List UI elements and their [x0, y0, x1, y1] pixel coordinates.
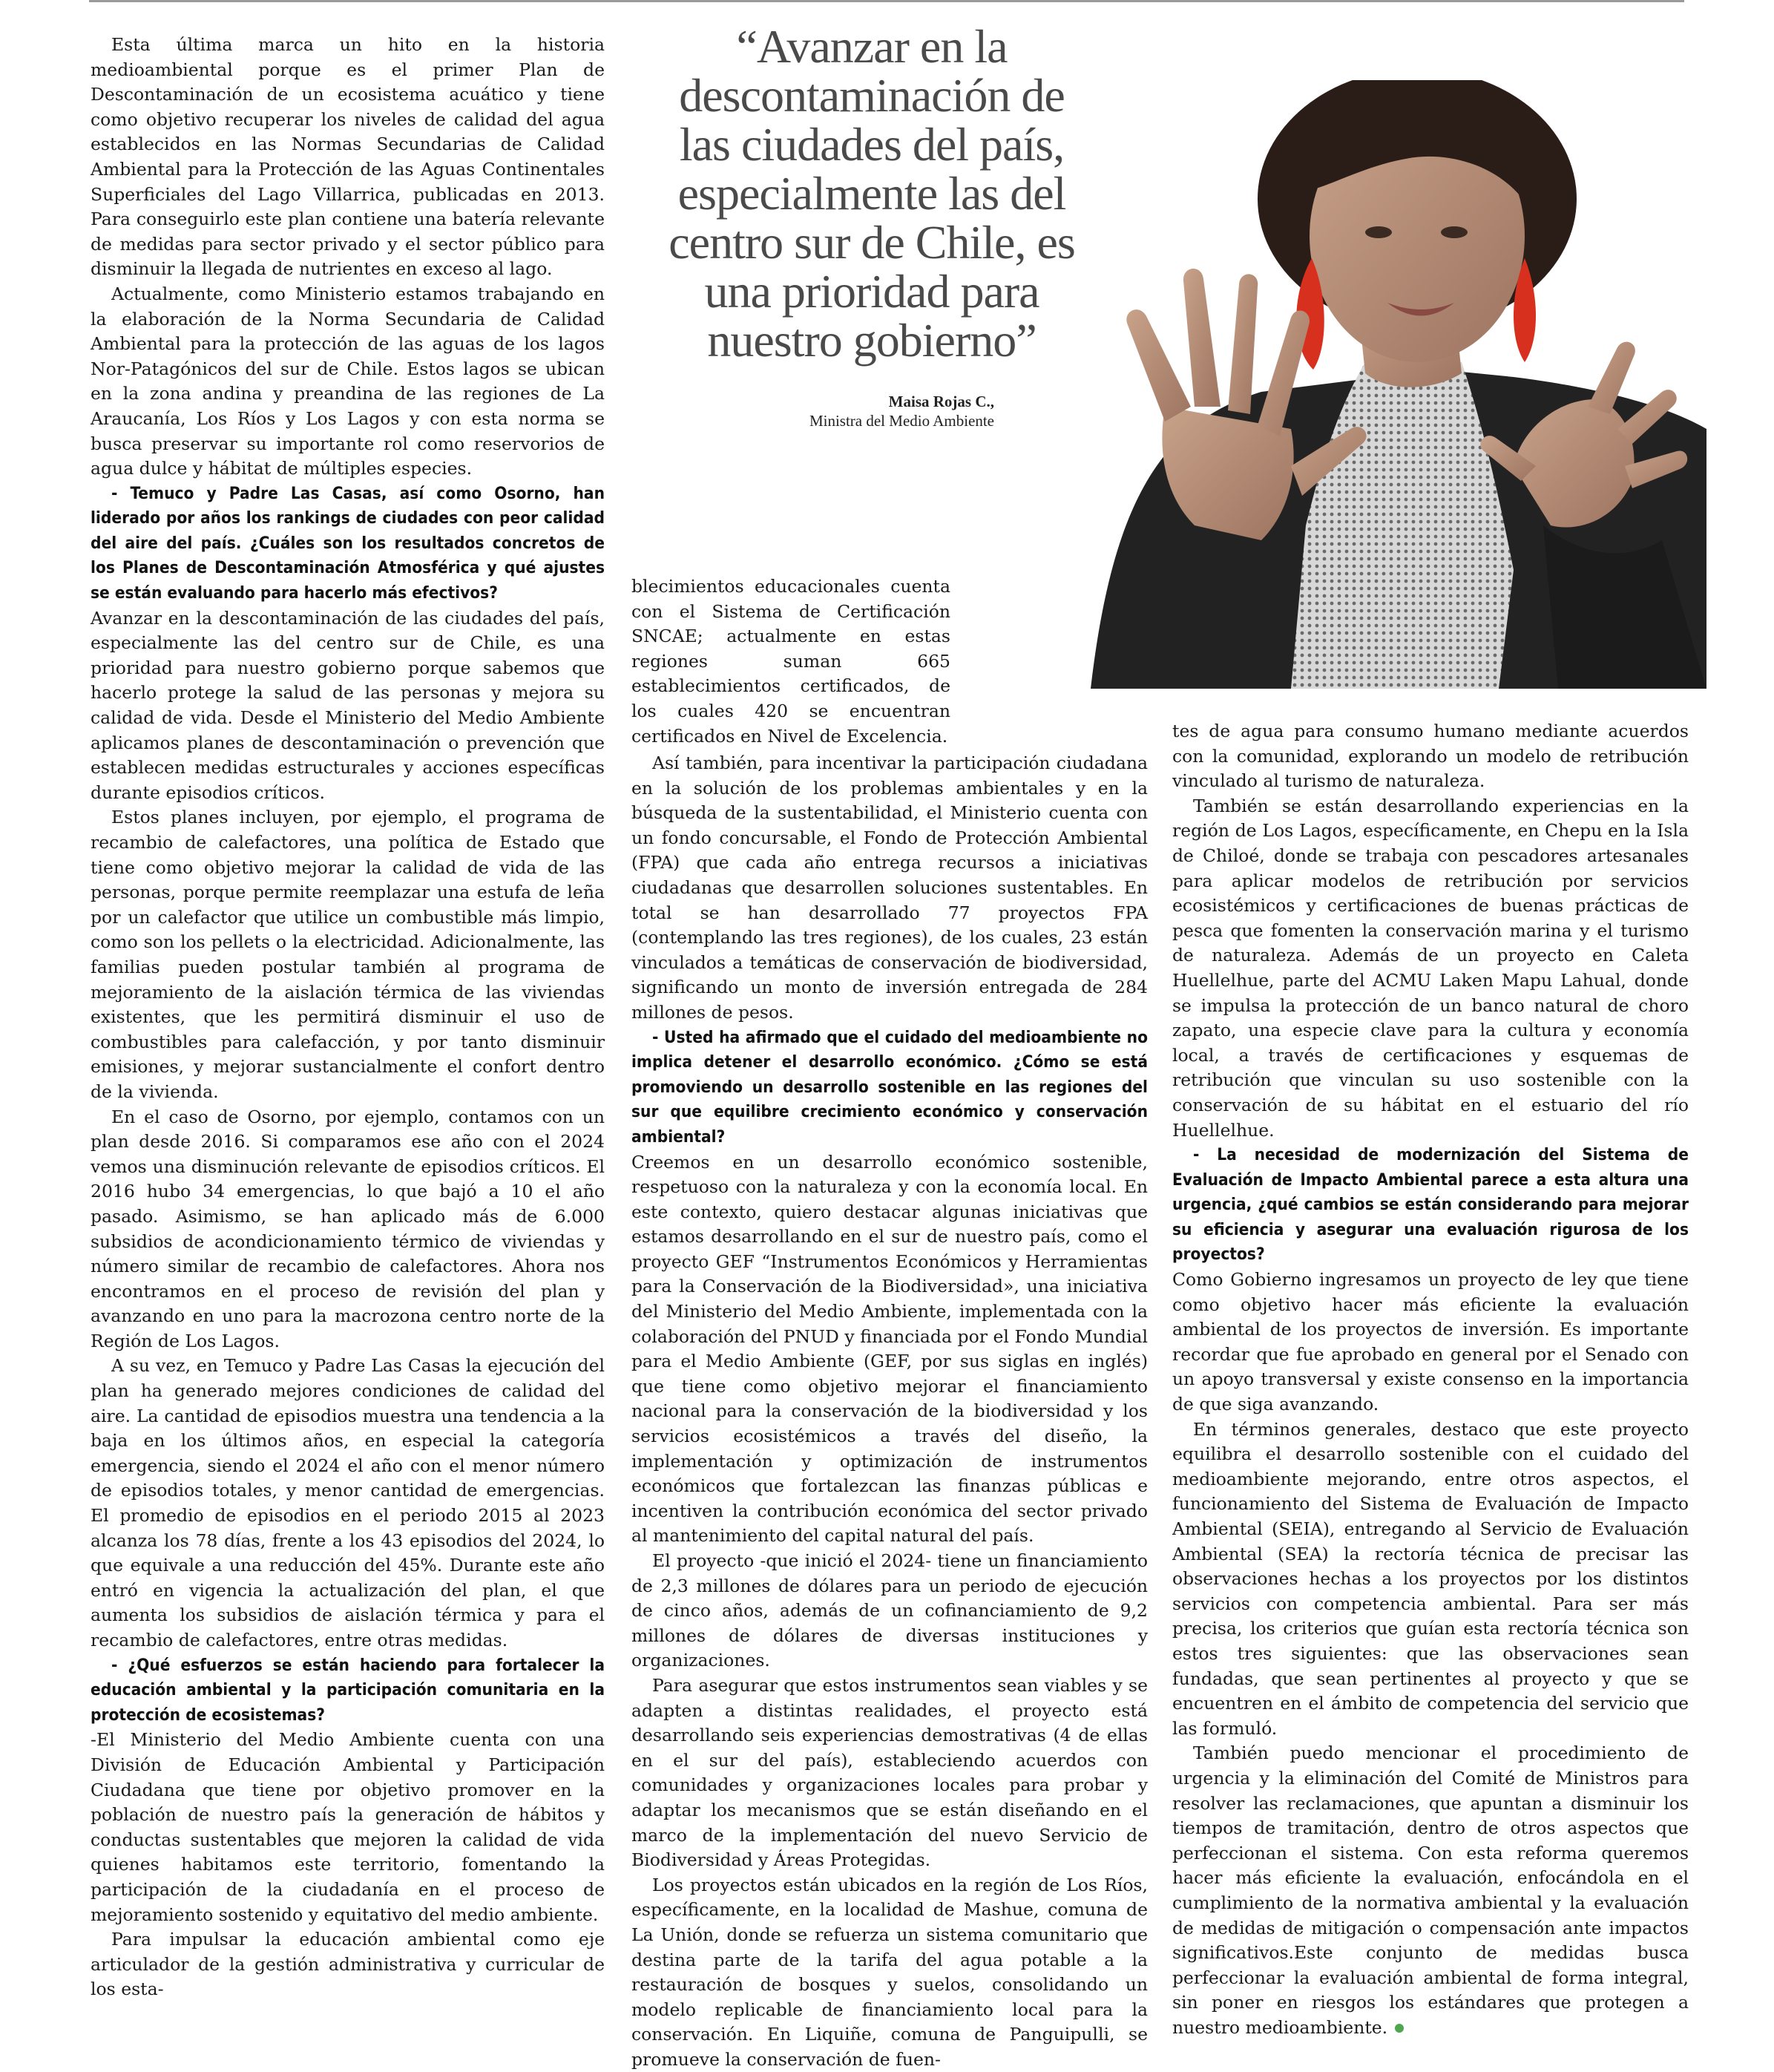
paragraph: Los proyectos están ubicados en la región de Los Ríos, específicamente, en la localidad de Mashue, comuna de La Unión, donde se refuerza un sistema comunitario que destina parte de la tarifa del agua potable a la restauración de bosques y suelos, consolidando un modelo replicable de financiamiento local para la conservación. En Liquiñe, comuna de Panguipulli, se promueve la conservación de fuen-: [631, 1874, 1148, 2070]
paragraph: También se están desarrollando experiencias en la región de Los Lagos, específicamente, en Chepu en la Isla de Chiloé, donde se trabaja con pescadores artesanales para aplicar modelos de retribución por servicios ecosistémicos y certificaciones de buenas prácticas de pesca que fomenten la conservación marina y el turismo de naturaleza. Además de un proyecto en Caleta Huellelhue, parte del ACMU Laken Mapu Lahual, donde se impulsa la protección de un banco natural de choro zapato, una especie clave para la cultura y economía local, a través de certificaciones y esquemas de retribución que vinculan su uso sostenible con la conservación de su hábitat en el estuario del río Huellelhue.: [1172, 795, 1689, 1141]
article-column-3: [1172, 719, 1689, 2040]
quote-author-role: Ministra del Medio Ambiente: [809, 412, 994, 430]
interview-question: - Temuco y Padre Las Casas, así como Osorno, han liderado por años los rankings de ciudades con peor calidad del aire del país. ¿Cuáles son los resultados concretos de los Planes de Descontaminación Atmosférica y qué ajustes se están evaluando para hacerlo más efectivos?: [91, 483, 605, 603]
pull-quote-line: especialmente las del: [677, 167, 1066, 220]
paragraph: Así también, para incentivar la participación ciudadana en la solución de los problemas ambientales y en la búsqueda de la sustentabilidad, el Ministerio cuenta con un fondo concursable, el Fondo de Protección Ambiental (FPA) que cada año entrega recursos a iniciativas ciudadanas que desarrollen soluciones sustentables. En total se han desarrollado 77 proyectos FPA (contemplando las tres regiones), de los cuales, 23 están vinculados a temáticas de conservación de biodiversidad, significando un monto de inversión entregada de 284 millones de pesos.: [631, 753, 1148, 1023]
pull-quote-line: nuestro gobierno”: [707, 314, 1037, 367]
paragraph: Actualmente, como Ministerio estamos trabajando en la elaboración de la Norma Secundaria de Calidad Ambiental para la protección de las aguas de los lagos Nor-Patagónicos del sur de Chile. Estos lagos se ubican en la zona andina y preandina de las regiones de La Araucanía, Los Ríos y Los Lagos y con esta norma se busca preservar su importante rol como reservorios de agua dulce y hábitat de múltiples especies.: [91, 283, 605, 479]
top-rule: [89, 0, 1684, 2]
paragraph: Para impulsar la educación ambiental como eje articulador de la gestión administrativa y curricular de los esta-: [91, 1929, 605, 2000]
minister-photo: [846, 80, 1706, 689]
paragraph: Creemos en un desarrollo económico sostenible, respetuoso con la naturaleza y con la economía local. En este contexto, quiero destacar algunas iniciativas que estamos desarrollando en el sur de nuestro país, como el proyecto GEF “Instrumentos Económicos y Herramientas para la Conservación de la Biodiversidad», una iniciativa del Ministerio del Medio Ambiente, implementada con la colaboración del PNUD y financiada por el Fondo Mundial para el Medio Ambiente (GEF, por sus siglas en inglés) que tiene como objetivo mejorar el financiamiento nacional para la conservación de la biodiversidad y los servicios ecosistémicos a través del diseño, la implementación y optimización de instrumentos económicos que fortalezcan las finanzas públicas e incentiven la contribución económica del sector privado al mantenimiento del capital natural del país.: [631, 1151, 1148, 1547]
interview-question: - ¿Qué esfuerzos se están haciendo para fortalecer la educación ambiental y la participación comunitaria en la protección de ecosistemas?: [91, 1655, 605, 1725]
paragraph: A su vez, en Temuco y Padre Las Casas la ejecución del plan ha generado mejores condiciones de calidad del aire. La cantidad de episodios muestra una tendencia a la baja en los últimos años, en especial la categoría emergencia, siendo el 2024 el año con el menor número de episodios totales, y menor cantidad de emergencias. El promedio de episodios en el periodo 2015 al 2023 alcanza los 78 días, frente a los 43 episodios del 2024, lo que equivale a una reducción del 45%. Durante este año entró en vigencia la actualización del plan, el que aumenta los subsidios de aislación térmica y para el recambio de calefactores, entre otras medidas.: [91, 1355, 605, 1650]
article-column-2: [631, 751, 1148, 2072]
paragraph: tes de agua para consumo humano mediante acuerdos con la comunidad, explorando un modelo de retribución vinculado al turismo de naturaleza.: [1172, 721, 1689, 792]
paragraph: Esta última marca un hito en la historia medioambiental porque es el primer Plan de Descontaminación de un ecosistema acuático y tiene como objetivo recuperar los niveles de calidad del agua establecidos en las Normas Secundarias de Calidad Ambiental para la Protección de las Aguas Continentales Superficiales del Lago Villarrica, publicadas en 2013. Para conseguirlo este plan contiene una batería relevante de medidas para sector privado y el sector público para disminuir la llegada de nutrientes en exceso al lago.: [91, 34, 605, 280]
pull-quote-line: centro sur de Chile, es: [668, 216, 1075, 269]
paragraph: [1172, 1741, 1689, 2040]
paragraph: blecimientos educacionales cuenta con el Sistema de Certificación SNCAE; actualmente en estas regiones suman 665 establecimientos certificados, de los cuales 420 se encuentran certificados en Nivel de Excelencia.: [631, 576, 950, 747]
end-of-article-dot: [1395, 2024, 1404, 2033]
pull-quote-line: descontaminación de: [679, 69, 1065, 122]
paragraph: Para asegurar que estos instrumentos sean viables y se adapten a distintas realidades, el proyecto está desarrollando seis experiencias demostrativas (4 de ellas en el sur del país), estableciendo acuerdos con comunidades y organizaciones locales para probar y adaptar los mecanismos que se están diseñando en el marco de la implementación del nuevo Servicio de Biodiversidad y Áreas Protegidas.: [631, 1674, 1148, 1871]
article-column-2-top: [631, 574, 950, 749]
quote-author: Maisa Rojas C.,: [888, 393, 994, 410]
pull-quote-line: las ciudades del país,: [679, 118, 1065, 171]
interview-question: - Usted ha afirmado que el cuidado del medioambiente no implica detener el desarrollo económico. ¿Cómo se está promoviendo un desarrollo sostenible en las regiones del sur que equilibre crecimiento económico y conservación ambiental?: [631, 1027, 1148, 1147]
interview-question: - La necesidad de modernización del Sistema de Evaluación de Impacto Ambiental parece a esta altura una urgencia, ¿qué cambios se están considerando para mejorar su eficiencia y asegurar una evaluación rigurosa de los proyectos?: [1172, 1145, 1689, 1265]
paragraph: Avanzar en la descontaminación de las ciudades del país, especialmente las del centro sur de Chile, es una prioridad para nuestro gobierno porque sabemos que hacerlo protege la salud de las personas y mejora su calidad de vida. Desde el Ministerio del Medio Ambiente aplicamos planes de descontaminación o prevención que establecen medidas estructurales y acciones específicas durante episodios críticos.: [91, 607, 605, 803]
paragraph: En términos generales, destaco que este proyecto equilibra el desarrollo sostenible con el cuidado del medioambiente mejorando, entre otros aspectos, el funcionamiento del Sistema de Evaluación de Impacto Ambiental (SEIA), entregando al Servicio de Evaluación Ambiental (SEA) la rectoría técnica de precisar las observaciones hechas a los proyectos por los distintos servicios con competencia ambiental. Para ser más precisa, los criterios que guían esta rectoría técnica son estos tres siguientes: que las observaciones sean fundadas, que sean pertinentes al proyecto y que se encuentren en el ámbito de competencia del servicio que las formuló.: [1172, 1418, 1689, 1739]
portrait-illustration: [846, 80, 1706, 689]
paragraph: El proyecto -que inició el 2024- tiene un financiamiento de 2,3 millones de dólares para un periodo de ejecución de cinco años, además de un cofinanciamiento de 9,2 millones de dólares de diversas instituciones y organizaciones.: [631, 1550, 1148, 1671]
paragraph: Como Gobierno ingresamos un proyecto de ley que tiene como objetivo hacer más eficiente la evaluación ambiental de los proyectos de inversión. Es importante recordar que fue aprobado en general por el Senado con un apoyo transversal y existe consenso en la importancia de que siga avanzando.: [1172, 1269, 1689, 1415]
pull-quote-line: una prioridad para: [704, 265, 1039, 318]
article-column-1: [91, 33, 605, 2002]
paragraph: -El Ministerio del Medio Ambiente cuenta con una División de Educación Ambiental y Participación Ciudadana que tiene por objetivo promover en la población de nuestro país la generación de hábitos y conductas sustentables que mejoren la calidad de vida quienes habitamos este territorio, fomentando la participación de la ciudadanía en el proceso de mejoramiento sostenido y equitativo del medio ambiente.: [91, 1729, 605, 1925]
paragraph: En el caso de Osorno, por ejemplo, contamos con un plan desde 2016. Si comparamos ese año con el 2024 vemos una disminución relevante de episodios críticos. El 2016 hubo 34 emergencias, lo que bajó a 10 el año pasado. Asimismo, se han aplicado más de 6.000 subsidios de acondicionamiento térmico de viviendas y número similar de recambio de calefactores. Ahora nos encontramos en el proceso de revisión del plan y avanzando en uno para la macrozona centro norte de la Región de Los Lagos.: [91, 1106, 605, 1351]
paragraph-text: También puedo mencionar el procedimiento de urgencia y la eliminación del Comité de Ministros para resolver las reclamaciones, que apuntan a disminuir los tiempos de tramitación, dentro de otros aspectos que perfeccionan el sistema. Con esta reforma queremos hacer más eficiente la evaluación, enfocándola en el cumplimiento de la normativa ambiental y la evaluación de medidas de mitigación o compensación ante impactos significativos.Este conjunto de medidas busca perfeccionar la evaluación ambiental de forma integral, sin poner en riesgos los estándares que protegen a nuestro medioambiente.: [1172, 1742, 1689, 2038]
paragraph: Estos planes incluyen, por ejemplo, el programa de recambio de calefactores, una política de Estado que tiene como objetivo mejorar la calidad de vida de las personas, porque permite reemplazar una estufa de leña por un calefactor que utilice un combustible más limpio, como son los pellets o la electricidad. Adicionalmente, las familias pueden postular también al programa de mejoramiento de la aislación térmica de las viviendas existentes, que les permitirá disminuir el uso de combustibles para calefacción, y por tanto disminuir emisiones, y mejorar sustancialmente el confort dentro de la vivienda.: [91, 807, 605, 1102]
pull-quote-line: “Avanzar en la: [736, 20, 1008, 73]
